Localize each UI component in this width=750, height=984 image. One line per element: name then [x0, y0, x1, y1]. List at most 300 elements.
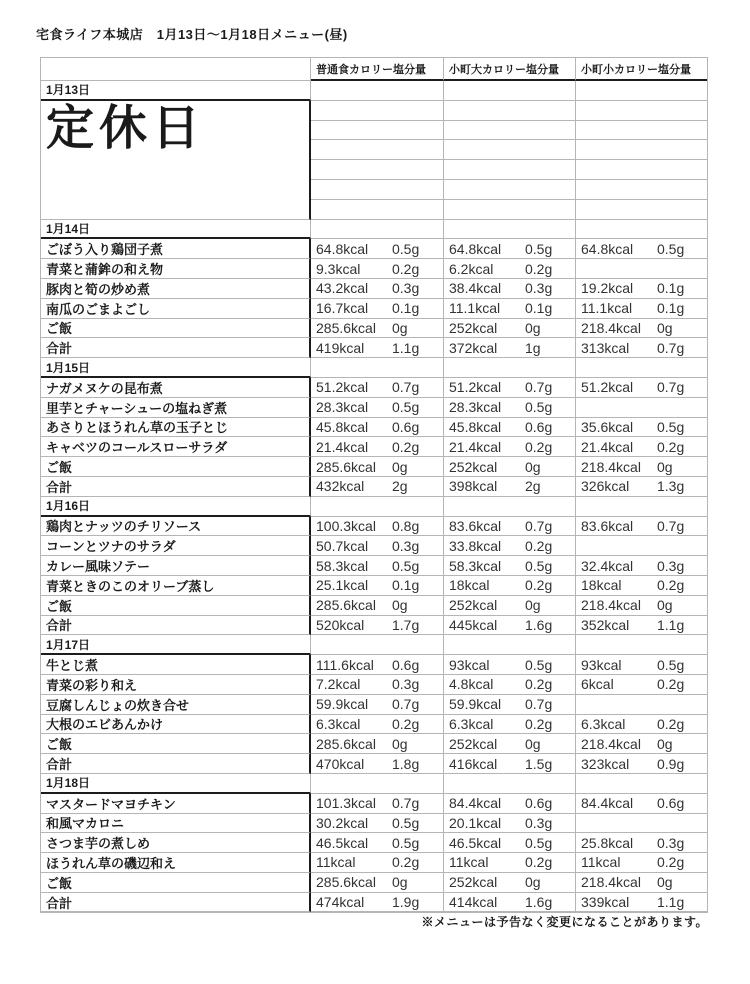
- value-cell-empty: [311, 121, 443, 141]
- value-cell: [311, 378, 443, 398]
- salt-value: 0.2g: [525, 577, 553, 594]
- salt-value: 0.5g: [392, 814, 420, 831]
- value-cell-empty: [311, 101, 443, 121]
- value-cell: [575, 576, 707, 596]
- value-cell-empty: [443, 121, 575, 141]
- kcal-value: 18kcal: [449, 577, 490, 594]
- value-cell: [575, 319, 707, 339]
- menu-item-name: 合計: [41, 477, 311, 497]
- kcal-value: 285.6kcal: [316, 319, 376, 336]
- date-label: 1月15日: [41, 358, 311, 378]
- salt-value: 0g: [392, 874, 408, 891]
- kcal-value: 64.8kcal: [581, 240, 634, 257]
- kcal-value: 35.6kcal: [581, 418, 634, 435]
- salt-value: 0.2g: [525, 715, 553, 732]
- salt-value: 1.3g: [657, 478, 685, 495]
- value-cell-empty: [443, 160, 575, 180]
- kcal-value: 252kcal: [449, 458, 498, 475]
- salt-value: 0.2g: [392, 438, 420, 455]
- kcal-value: 51.2kcal: [449, 379, 502, 396]
- value-cell: [443, 616, 575, 636]
- kcal-value: 218.4kcal: [581, 874, 641, 891]
- menu-item-name: 南瓜のごまよごし: [41, 299, 311, 319]
- value-cell: [443, 754, 575, 774]
- value-cell-empty: [575, 220, 707, 240]
- salt-value: 1.6g: [525, 616, 553, 633]
- menu-item-name: あさりとほうれん草の玉子とじ: [41, 418, 311, 438]
- salt-value: 0g: [525, 597, 541, 614]
- salt-value: 1g: [525, 339, 541, 356]
- salt-value: 0.3g: [525, 814, 553, 831]
- value-cell: [575, 655, 707, 675]
- kcal-value: 45.8kcal: [316, 418, 369, 435]
- kcal-value: 520kcal: [316, 616, 365, 633]
- value-cell: [311, 794, 443, 814]
- value-cell: [443, 556, 575, 576]
- kcal-value: 352kcal: [581, 616, 630, 633]
- salt-value: 0.1g: [392, 577, 420, 594]
- kcal-value: 218.4kcal: [581, 735, 641, 752]
- value-cell: [575, 695, 707, 715]
- value-cell-empty: [443, 81, 575, 101]
- salt-value: 0.7g: [657, 517, 685, 534]
- kcal-value: 25.1kcal: [316, 577, 369, 594]
- kcal-value: 218.4kcal: [581, 319, 641, 336]
- menu-item-name: カレー風味ソテー: [41, 556, 311, 576]
- salt-value: 0.1g: [657, 300, 685, 317]
- value-cell: [575, 734, 707, 754]
- salt-value: 1.1g: [657, 616, 685, 633]
- salt-value: 0.6g: [392, 418, 420, 435]
- date-label: 1月13日: [41, 81, 311, 101]
- kcal-value: 218.4kcal: [581, 458, 641, 475]
- menu-item-row: [41, 675, 707, 695]
- kcal-value: 474kcal: [316, 894, 365, 911]
- value-cell-empty: [575, 497, 707, 517]
- menu-item-row: [41, 259, 707, 279]
- empty-row: [311, 160, 707, 180]
- salt-value: 0.6g: [525, 418, 553, 435]
- value-cell: [575, 873, 707, 893]
- date-label: 1月18日: [41, 774, 311, 794]
- value-cell: [443, 378, 575, 398]
- closed-day-label: 定休日: [41, 101, 311, 220]
- empty-row: [311, 101, 707, 121]
- menu-item-name: 牛とじ煮: [41, 655, 311, 675]
- date-row: [41, 635, 707, 655]
- value-cell-empty: [311, 220, 443, 240]
- value-cell: [311, 279, 443, 299]
- value-cell: [311, 833, 443, 853]
- page-title: 宅食ライフ本城店 1月13日〜1月18日メニュー(昼): [36, 27, 348, 42]
- kcal-value: 51.2kcal: [316, 379, 369, 396]
- date-label: 1月16日: [41, 497, 311, 517]
- salt-value: 0.7g: [657, 339, 685, 356]
- kcal-value: 59.9kcal: [316, 696, 369, 713]
- salt-value: 0g: [392, 319, 408, 336]
- date-row: [41, 497, 707, 517]
- kcal-value: 58.3kcal: [316, 557, 369, 574]
- kcal-value: 9.3kcal: [316, 260, 361, 277]
- salt-value: 0.3g: [392, 280, 420, 297]
- salt-value: 0g: [525, 458, 541, 475]
- kcal-value: 252kcal: [449, 597, 498, 614]
- kcal-value: 100.3kcal: [316, 517, 376, 534]
- kcal-value: 28.3kcal: [449, 399, 502, 416]
- header-blank-cell: [41, 58, 311, 81]
- kcal-value: 339kcal: [581, 894, 630, 911]
- closed-day-block: [41, 101, 707, 220]
- menu-item-row: [41, 734, 707, 754]
- value-cell: [443, 873, 575, 893]
- date-label: 1月17日: [41, 635, 311, 655]
- menu-item-name: 豚肉と筍の炒め煮: [41, 279, 311, 299]
- salt-value: 0g: [525, 874, 541, 891]
- value-cell-empty: [311, 358, 443, 378]
- kcal-value: 252kcal: [449, 319, 498, 336]
- value-cell: [443, 457, 575, 477]
- date-row: [41, 774, 707, 794]
- salt-value: 0.8g: [392, 517, 420, 534]
- value-cell-empty: [575, 160, 707, 180]
- salt-value: 0g: [657, 458, 673, 475]
- kcal-value: 64.8kcal: [316, 240, 369, 257]
- value-cell: [575, 833, 707, 853]
- menu-item-name: 青菜と蒲鉾の和え物: [41, 259, 311, 279]
- value-cell: [443, 259, 575, 279]
- value-cell: [443, 576, 575, 596]
- empty-row: [311, 180, 707, 200]
- salt-value: 0.5g: [392, 399, 420, 416]
- column-header: 小町小カロリー塩分量: [575, 58, 707, 81]
- value-cell: [575, 715, 707, 735]
- salt-value: 0.7g: [525, 379, 553, 396]
- salt-value: 0.3g: [525, 280, 553, 297]
- kcal-value: 218.4kcal: [581, 597, 641, 614]
- kcal-value: 6.2kcal: [449, 260, 494, 277]
- kcal-value: 11kcal: [316, 854, 356, 871]
- kcal-value: 6.3kcal: [581, 715, 626, 732]
- kcal-value: 64.8kcal: [449, 240, 502, 257]
- value-cell: [443, 536, 575, 556]
- value-cell: [443, 338, 575, 358]
- menu-item-name: さつま芋の煮しめ: [41, 833, 311, 853]
- salt-value: 0g: [657, 319, 673, 336]
- kcal-value: 32.4kcal: [581, 557, 634, 574]
- kcal-value: 285.6kcal: [316, 874, 376, 891]
- salt-value: 0.5g: [525, 656, 553, 673]
- menu-item-name: マスタードマヨチキン: [41, 794, 311, 814]
- value-cell: [575, 279, 707, 299]
- salt-value: 0.5g: [525, 399, 553, 416]
- kcal-value: 84.4kcal: [581, 795, 634, 812]
- value-cell: [443, 596, 575, 616]
- salt-value: 0.5g: [392, 557, 420, 574]
- menu-item-row: [41, 754, 707, 774]
- salt-value: 1.6g: [525, 894, 553, 911]
- salt-value: 0.5g: [657, 240, 685, 257]
- salt-value: 0.7g: [525, 517, 553, 534]
- salt-value: 0.9g: [657, 755, 685, 772]
- salt-value: 0.5g: [657, 418, 685, 435]
- kcal-value: 83.6kcal: [449, 517, 502, 534]
- menu-item-name: キャベツのコールスローサラダ: [41, 437, 311, 457]
- menu-item-name: ご飯: [41, 457, 311, 477]
- kcal-value: 6.3kcal: [449, 715, 494, 732]
- kcal-value: 470kcal: [316, 755, 365, 772]
- salt-value: 0g: [392, 735, 408, 752]
- menu-item-row: [41, 655, 707, 675]
- value-cell: [311, 596, 443, 616]
- value-cell: [443, 477, 575, 497]
- kcal-value: 4.8kcal: [449, 676, 494, 693]
- date-label: 1月14日: [41, 220, 311, 240]
- value-cell: [575, 239, 707, 259]
- salt-value: 0.2g: [525, 854, 553, 871]
- kcal-value: 28.3kcal: [316, 399, 369, 416]
- kcal-value: 416kcal: [449, 755, 498, 772]
- salt-value: 1.8g: [392, 755, 420, 772]
- value-cell: [443, 734, 575, 754]
- menu-item-row: [41, 536, 707, 556]
- salt-value: 0.2g: [657, 577, 685, 594]
- menu-item-name: ほうれん草の磯辺和え: [41, 853, 311, 873]
- kcal-value: 58.3kcal: [449, 557, 502, 574]
- value-cell: [311, 616, 443, 636]
- value-cell: [575, 814, 707, 834]
- kcal-value: 285.6kcal: [316, 597, 376, 614]
- menu-item-row: [41, 299, 707, 319]
- value-cell: [311, 517, 443, 537]
- value-cell: [575, 418, 707, 438]
- column-header: 普通食カロリー塩分量: [311, 58, 443, 81]
- value-cell: [575, 754, 707, 774]
- kcal-value: 398kcal: [449, 478, 498, 495]
- value-cell: [443, 517, 575, 537]
- kcal-value: 313kcal: [581, 339, 630, 356]
- salt-value: 0.3g: [657, 834, 685, 851]
- kcal-value: 285.6kcal: [316, 458, 376, 475]
- menu-item-name: ご飯: [41, 596, 311, 616]
- value-cell: [575, 675, 707, 695]
- menu-item-name: 合計: [41, 338, 311, 358]
- kcal-value: 38.4kcal: [449, 280, 502, 297]
- salt-value: 0g: [525, 735, 541, 752]
- kcal-value: 323kcal: [581, 755, 630, 772]
- value-cell: [311, 873, 443, 893]
- menu-item-row: [41, 457, 707, 477]
- kcal-value: 19.2kcal: [581, 280, 634, 297]
- salt-value: 0.2g: [525, 438, 553, 455]
- value-cell: [575, 378, 707, 398]
- value-cell: [311, 655, 443, 675]
- kcal-value: 45.8kcal: [449, 418, 502, 435]
- kcal-value: 285.6kcal: [316, 735, 376, 752]
- value-cell-empty: [575, 200, 707, 220]
- menu-item-row: [41, 279, 707, 299]
- salt-value: 0g: [392, 458, 408, 475]
- kcal-value: 93kcal: [449, 656, 490, 673]
- kcal-value: 59.9kcal: [449, 696, 502, 713]
- value-cell: [311, 338, 443, 358]
- salt-value: 1.1g: [657, 894, 685, 911]
- menu-item-row: [41, 814, 707, 834]
- value-cell-empty: [443, 774, 575, 794]
- menu-item-row: [41, 418, 707, 438]
- empty-row: [311, 140, 707, 160]
- kcal-value: 46.5kcal: [449, 834, 502, 851]
- value-cell: [575, 517, 707, 537]
- salt-value: 1.1g: [392, 339, 420, 356]
- value-cell: [575, 457, 707, 477]
- kcal-value: 419kcal: [316, 339, 365, 356]
- menu-item-row: [41, 853, 707, 873]
- salt-value: 0.2g: [657, 854, 685, 871]
- closed-day-empty-rows: [311, 101, 707, 220]
- value-cell: [311, 437, 443, 457]
- value-cell: [575, 398, 707, 418]
- salt-value: 0.2g: [525, 260, 553, 277]
- menu-item-row: [41, 794, 707, 814]
- value-cell-empty: [443, 220, 575, 240]
- menu-item-name: ご飯: [41, 319, 311, 339]
- menu-item-row: [41, 556, 707, 576]
- kcal-value: 11.1kcal: [449, 300, 501, 317]
- salt-value: 0.5g: [657, 656, 685, 673]
- salt-value: 0.5g: [392, 834, 420, 851]
- salt-value: 0g: [657, 735, 673, 752]
- salt-value: 0.2g: [392, 854, 420, 871]
- value-cell: [311, 239, 443, 259]
- menu-item-row: [41, 715, 707, 735]
- menu-item-name: 大根のエビあんかけ: [41, 715, 311, 735]
- value-cell: [311, 754, 443, 774]
- menu-item-row: [41, 893, 707, 913]
- salt-value: 0.5g: [525, 240, 553, 257]
- value-cell: [311, 418, 443, 438]
- value-cell-empty: [311, 160, 443, 180]
- value-cell: [443, 299, 575, 319]
- value-cell: [443, 853, 575, 873]
- kcal-value: 111.6kcal: [316, 656, 374, 673]
- salt-value: 0g: [525, 319, 541, 336]
- value-cell: [443, 794, 575, 814]
- salt-value: 0g: [657, 597, 673, 614]
- kcal-value: 93kcal: [581, 656, 622, 673]
- value-cell: [443, 437, 575, 457]
- menu-item-name: 合計: [41, 754, 311, 774]
- menu-item-name: 和風マカロニ: [41, 814, 311, 834]
- menu-table: [40, 57, 708, 913]
- salt-value: 0.2g: [525, 676, 553, 693]
- value-cell: [443, 239, 575, 259]
- menu-item-row: [41, 873, 707, 893]
- value-cell-empty: [575, 635, 707, 655]
- value-cell: [311, 853, 443, 873]
- value-cell-empty: [311, 774, 443, 794]
- menu-item-name: ご飯: [41, 873, 311, 893]
- value-cell: [311, 556, 443, 576]
- salt-value: 0.2g: [392, 260, 420, 277]
- salt-value: 0.2g: [657, 438, 685, 455]
- menu-item-name: 青菜ときのこのオリーブ蒸し: [41, 576, 311, 596]
- menu-item-row: [41, 239, 707, 259]
- value-cell: [575, 893, 707, 913]
- kcal-value: 11kcal: [581, 854, 621, 871]
- salt-value: 0.1g: [657, 280, 685, 297]
- kcal-value: 372kcal: [449, 339, 498, 356]
- kcal-value: 252kcal: [449, 735, 498, 752]
- salt-value: 0.2g: [525, 537, 553, 554]
- value-cell-empty: [443, 358, 575, 378]
- value-cell-empty: [575, 140, 707, 160]
- value-cell-empty: [311, 635, 443, 655]
- salt-value: 0.2g: [657, 676, 685, 693]
- value-cell: [311, 734, 443, 754]
- kcal-value: 6.3kcal: [316, 715, 361, 732]
- menu-item-row: [41, 616, 707, 636]
- kcal-value: 6kcal: [581, 676, 614, 693]
- salt-value: 0g: [657, 874, 673, 891]
- value-cell: [311, 398, 443, 418]
- kcal-value: 445kcal: [449, 616, 498, 633]
- value-cell: [443, 655, 575, 675]
- menu-item-name: 合計: [41, 616, 311, 636]
- salt-value: 0g: [392, 597, 408, 614]
- menu-item-row: [41, 437, 707, 457]
- value-cell: [311, 695, 443, 715]
- kcal-value: 33.8kcal: [449, 537, 502, 554]
- kcal-value: 11kcal: [449, 854, 489, 871]
- value-cell: [311, 536, 443, 556]
- value-cell: [575, 536, 707, 556]
- menu-item-row: [41, 319, 707, 339]
- kcal-value: 84.4kcal: [449, 795, 502, 812]
- menu-item-row: [41, 338, 707, 358]
- value-cell-empty: [575, 358, 707, 378]
- kcal-value: 20.1kcal: [449, 814, 502, 831]
- salt-value: 2g: [392, 478, 408, 495]
- menu-item-row: [41, 596, 707, 616]
- salt-value: 1.7g: [392, 616, 420, 633]
- salt-value: 0.7g: [392, 696, 420, 713]
- menu-item-row: [41, 833, 707, 853]
- value-cell: [575, 259, 707, 279]
- menu-item-name: 合計: [41, 893, 311, 913]
- kcal-value: 101.3kcal: [316, 795, 376, 812]
- value-cell: [443, 279, 575, 299]
- value-cell: [443, 893, 575, 913]
- value-cell: [443, 715, 575, 735]
- value-cell: [311, 299, 443, 319]
- value-cell: [311, 477, 443, 497]
- value-cell-empty: [443, 200, 575, 220]
- salt-value: 2g: [525, 478, 541, 495]
- salt-value: 0.5g: [525, 557, 553, 574]
- value-cell: [575, 477, 707, 497]
- value-cell-empty: [575, 81, 707, 101]
- menu-item-name: 鶏肉とナッツのチリソース: [41, 517, 311, 537]
- menu-item-name: 里芋とチャーシューの塩ねぎ煮: [41, 398, 311, 418]
- value-cell: [575, 794, 707, 814]
- kcal-value: 16.7kcal: [316, 300, 369, 317]
- value-cell-empty: [443, 180, 575, 200]
- salt-value: 0.6g: [392, 656, 420, 673]
- value-cell-empty: [311, 497, 443, 517]
- value-cell: [575, 299, 707, 319]
- value-cell: [443, 398, 575, 418]
- kcal-value: 21.4kcal: [449, 438, 502, 455]
